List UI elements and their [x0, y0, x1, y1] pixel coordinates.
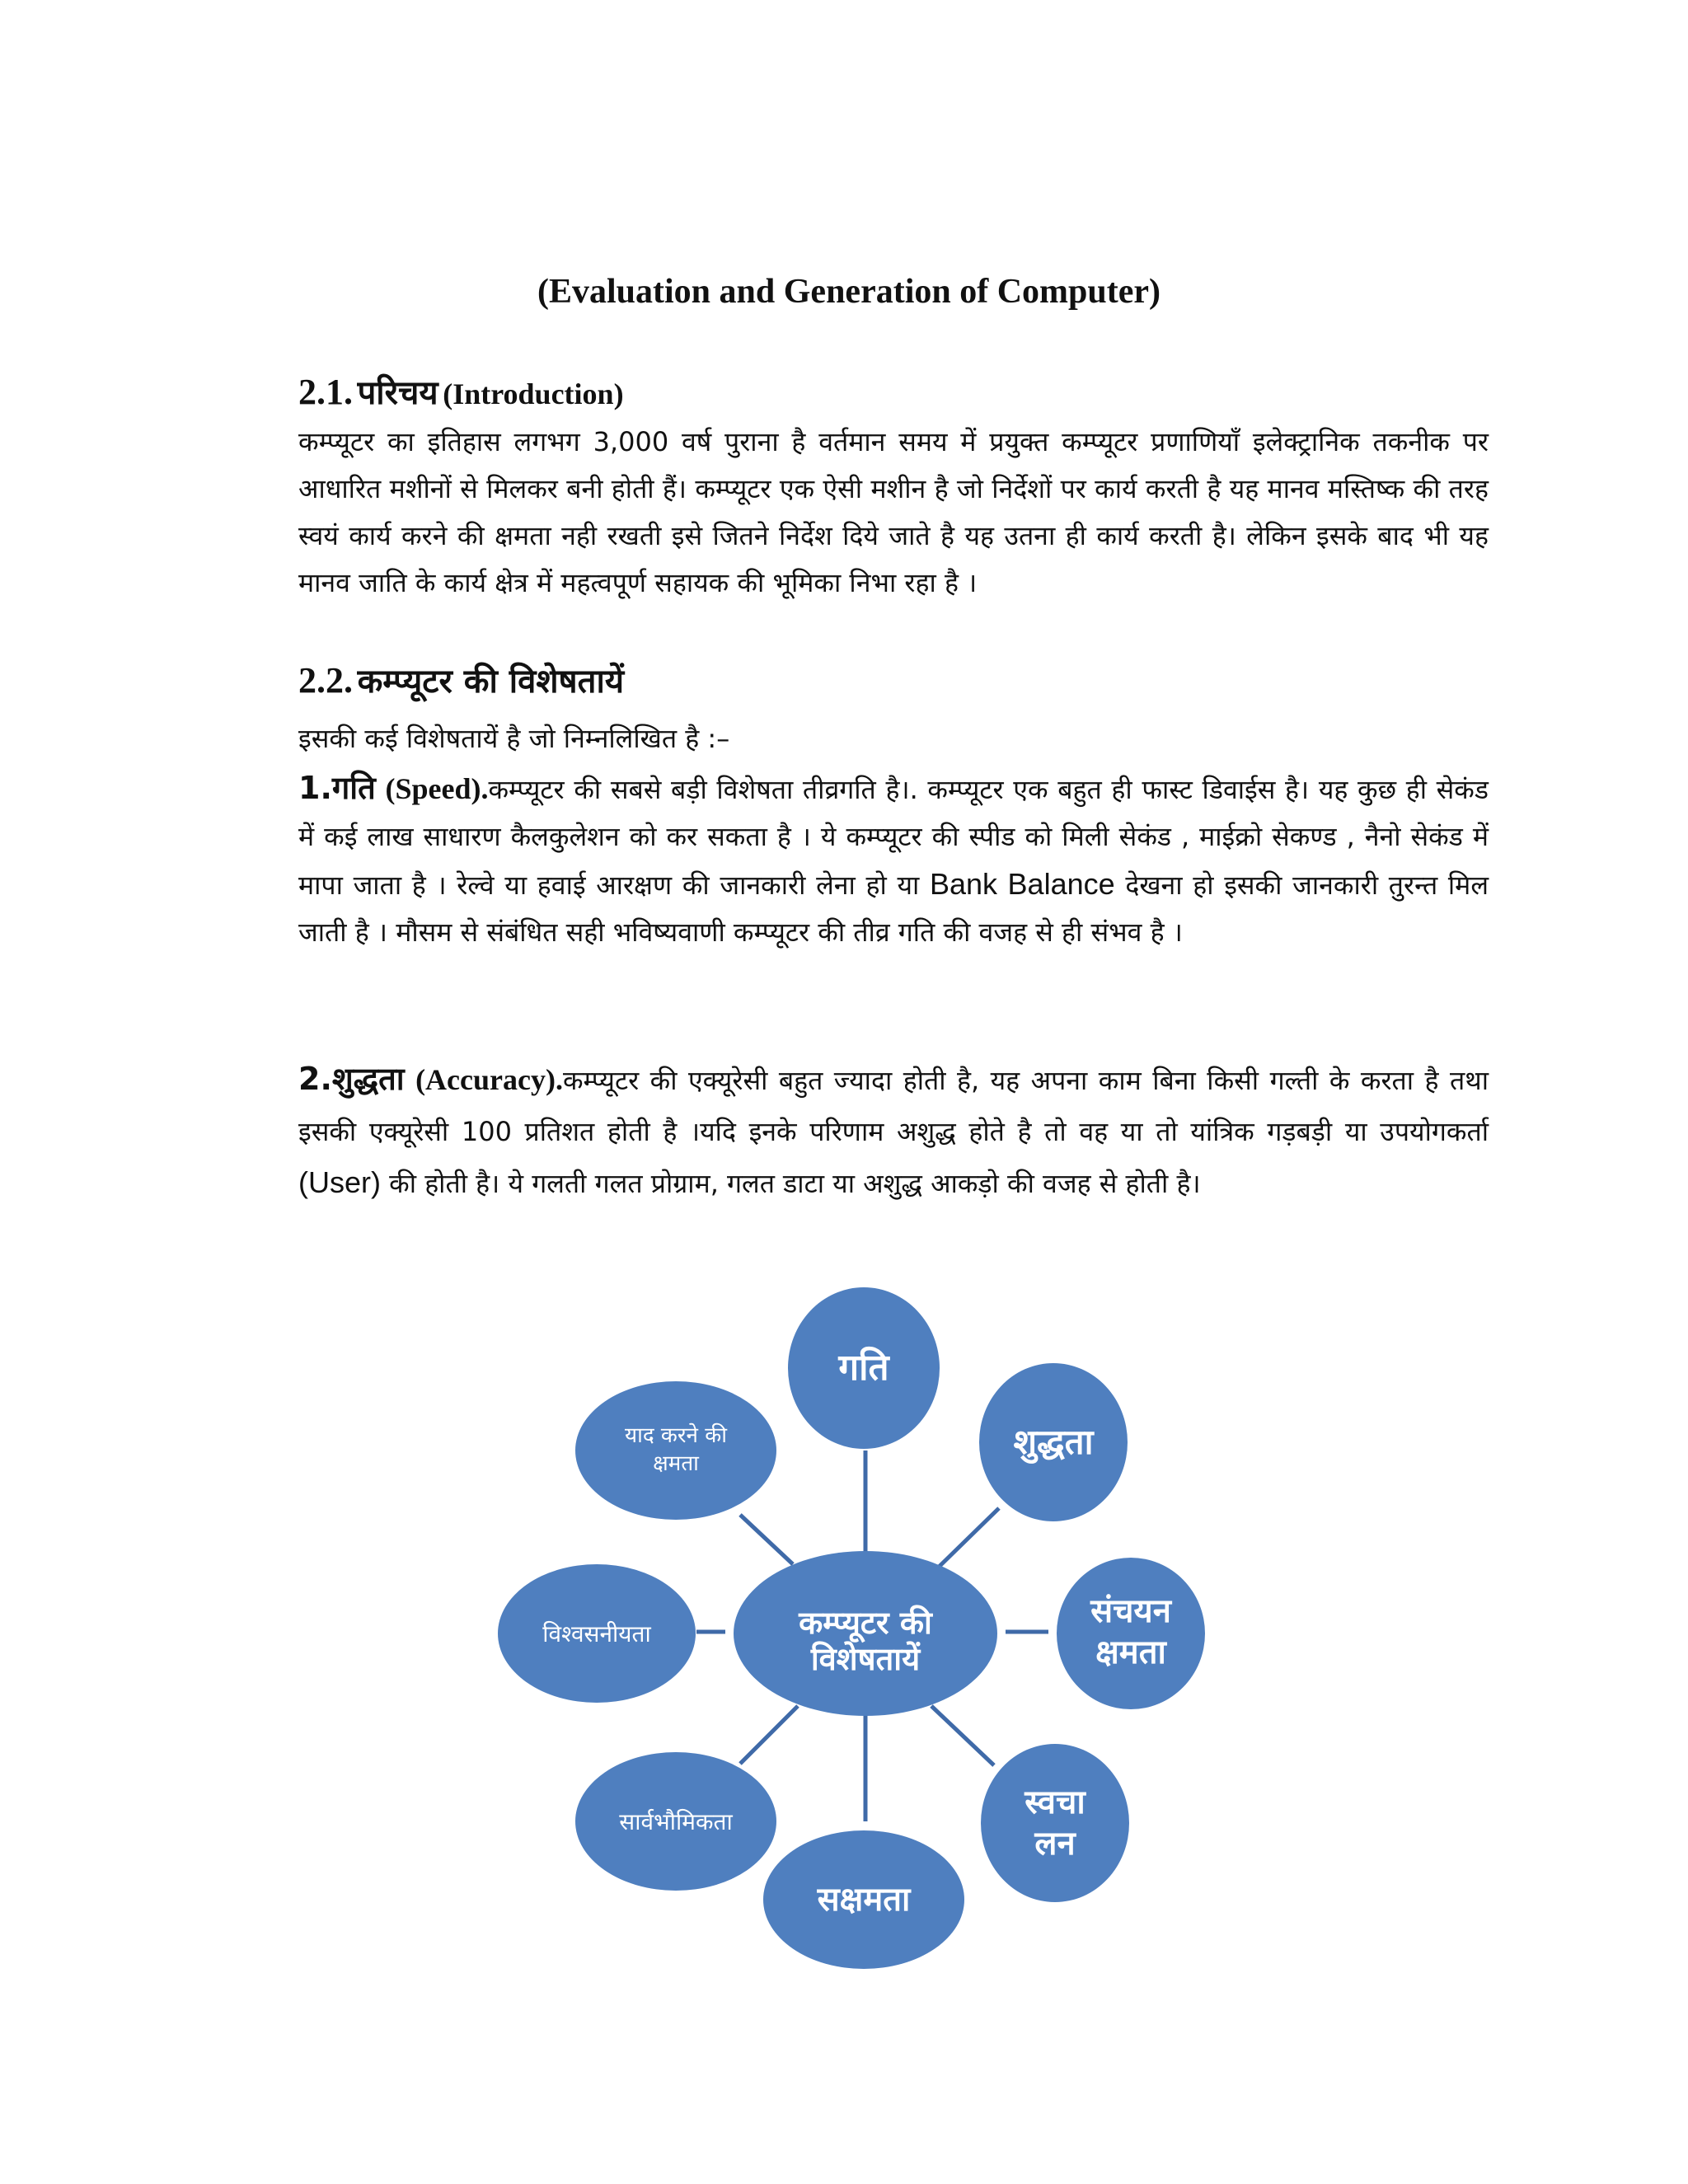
node-memory — [575, 1381, 776, 1520]
connector-memory — [740, 1515, 793, 1564]
accuracy-paragraph — [298, 1053, 1489, 1209]
node-reliability-label: विश्वसनीयता — [542, 1620, 651, 1647]
node-universality-label: सार्वभौमिकता — [619, 1808, 733, 1835]
node-accuracy-label: शुद्धता — [1013, 1422, 1094, 1462]
section-number: 2.1. — [298, 372, 353, 412]
node-automation — [981, 1744, 1129, 1902]
speed-text-a: कम्प्यूटर की सबसे बड़ी विशेषता तीव्रगति है।. कम्प्यूटर एक बहुत ही फास्ट डिवाईस है। यह कुछ ही सेकंड में कई लाख साधारण कैलकुलेशन को कर सकता है । ये कम्प्यूटर की स्पीड को मिली सेकंड , माईक्रो सेकण्ड , नैनो सेकंड में मापा जाता है । रेल्वे या हवाई आरक्षण की जानकारी लेना हो या — [298, 774, 1489, 901]
accuracy-lead-english: (Accuracy). — [415, 1063, 563, 1096]
node-memory-label-line2: क्षमता — [653, 1451, 699, 1476]
document-title: (Evaluation and Generation of Computer) — [537, 273, 1160, 311]
connector-universality — [740, 1706, 798, 1764]
node-automation-label-line2: लन — [1034, 1825, 1076, 1863]
characteristics-diagram — [0, 1277, 1688, 2019]
section-heading-characteristics — [298, 656, 624, 713]
speed-text-b: देखना हो इसकी जानकारी तुरन्त मिल जाती है । मौसम से संबंधित सही भविष्यवाणी कम्प्यूटर की तीव्र गति की वजह से ही संभव है । — [298, 869, 1489, 948]
characteristics-intro: इसकी कई विशेषतायें है जो निम्नलिखित है :– — [298, 723, 730, 754]
node-capability-label: सक्षमता — [817, 1881, 911, 1919]
speed-lead-number: 1.गति — [298, 770, 376, 806]
node-memory-label-line1: याद करने की — [625, 1423, 727, 1448]
speed-latin-text: Bank Balance — [929, 867, 1115, 901]
connector-accuracy — [931, 1508, 999, 1574]
section-number: 2.2. — [298, 660, 353, 701]
node-storage-label-line1: संचयन — [1090, 1592, 1171, 1630]
center-label-line2: विशेषतायें — [810, 1641, 921, 1677]
section-heading-english: (Introduction) — [443, 377, 624, 410]
speed-lead-english: (Speed). — [385, 772, 489, 805]
node-storage-label-line2: क्षमता — [1095, 1633, 1166, 1671]
node-speed-label: गति — [838, 1347, 889, 1389]
speed-paragraph — [298, 765, 1489, 956]
accuracy-text-b: की होती है। ये गलती गलत प्रोग्राम, गलत डाटा या अशुद्ध आकड़ो की वजह से होती है। — [380, 1168, 1201, 1199]
connector-automation — [931, 1706, 994, 1765]
accuracy-lead-number: 2.शुद्धता — [298, 1061, 405, 1097]
accuracy-latin-text: (User) — [298, 1165, 381, 1199]
section-heading-hindi: परिचय — [357, 374, 438, 412]
center-label-line1: कम्प्यूटर की — [799, 1605, 932, 1641]
section-heading-introduction — [298, 368, 624, 424]
characteristics-diagram-svg — [0, 1277, 1688, 2019]
section-heading-hindi: कम्प्यूटर की विशेषतायें — [357, 663, 625, 701]
node-automation-label-line1: स्वचा — [1025, 1783, 1085, 1821]
introduction-paragraph: कम्प्यूटर का इतिहास लगभग 3,000 वर्ष पुराना है वर्तमान समय में प्रयुक्त कम्प्यूटर प्रणाणियाँ इलेक्ट्रानिक तकनीक पर आधारित मशीनों से मिलकर बनी होती हैं। कम्प्यूटर एक ऐसी मशीन है जो निर्देशों पर कार्य करती है यह मानव मस्तिष्क की तरह स्वयं कार्य करने की क्षमता नही रखती इसे जितने निर्देश दिये जाते है यह उतना ही कार्य करती है। लेकिन इसके बाद भी यह मानव जाति के कार्य क्षेत्र में महत्वपूर्ण सहायक की भूमिका निभा रहा है । — [298, 426, 1489, 598]
accuracy-text-a: कम्प्यूटर की एक्यूरेसी बहुत ज्यादा होती है, यह अपना काम बिना किसी गल्ती के करता है तथा इसकी एक्यूरेसी 100 प्रतिशत होती है ।यदि इनके परिणाम अशुद्ध होते है तो वह या तो यांत्रिक गड़बड़ी या उपयोगकर्ता — [298, 1065, 1489, 1147]
